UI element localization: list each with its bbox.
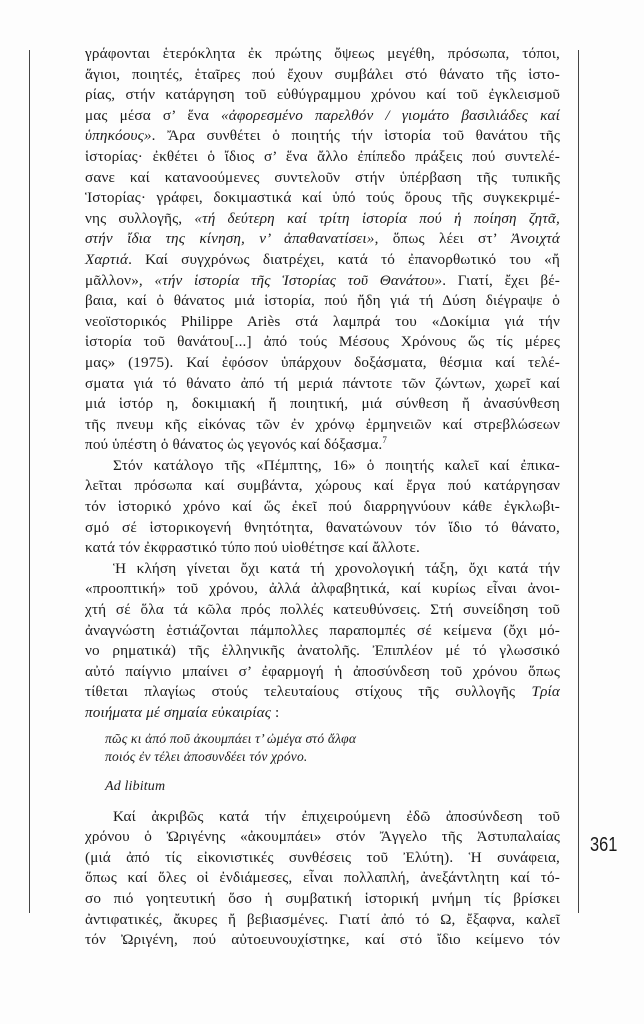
text-line <box>85 106 560 127</box>
book-title-italic: Χαρτιά <box>85 250 129 268</box>
text-run: τίθεται πλαγίως στούς τελευταίους στίχους τῆς συλλογῆς <box>85 683 532 701</box>
text-run: νης συλλογῆς, <box>85 209 195 227</box>
paragraph-2 <box>85 456 560 559</box>
text-line: βαια, καί ὁ θάνατος μιά ἱστορία, πού ἤδη γιά τή Δύση διέγραψε ὁ <box>85 292 560 310</box>
text-run: μας μέσα σ’ ἕνα <box>85 106 222 124</box>
spacer <box>85 767 560 777</box>
text-line <box>85 126 560 147</box>
text-line: ἀναγνώστη ἑστιάζονται πάμπολλες παραπομπές σέ κείμενα (ὄχι μό- <box>85 621 560 639</box>
text-line: αὐτό παίγνιο μπαίνει σ’ ἐφαρμογή ἡ ἀποσύνδεση τοῦ χρόνου ὅπως <box>85 662 560 680</box>
text-line <box>85 435 560 456</box>
text-line: κατά τόν ἐκφραστικό τύπο πού υἱοθέτησε καί ἄλλοτε. <box>85 539 420 557</box>
quotation-italic: «ἀφορεσμένο παρελθόν / γιομάτο βασιλιάδες καί <box>221 106 560 124</box>
page-number: 361 <box>590 834 618 856</box>
book-title-italic: Τρία <box>531 683 560 701</box>
text-line: σματα γιά τό θάνατο ἀπό τή μεριά πάντοτε τῶν ζώντων, χωρεῖ καί <box>85 374 560 392</box>
text-line: λεῖται πρόσωπα καί συμβάντα, χώρους καί ἔργα πού κατάργησαν <box>85 477 560 495</box>
text-run: . Γιατί, ἔχει βέ- <box>442 271 560 289</box>
footnote-reference[interactable]: 7 <box>382 435 387 446</box>
right-margin-rule <box>578 50 579 913</box>
text-line: ρίας, στήν κατάργηση τοῦ εὐθύγραμμου χρόνου καί τοῦ ἐγκλεισμοῦ <box>85 86 560 104</box>
text-line: «προοπτική» τοῦ χρόνου, ἀλλά ἀλφαβητικά, καί κυρίως εἶναι ἀνοι- <box>85 580 560 598</box>
text-line: Ἱστορίας· γράφει, δοκιμαστικά καί ὑπό τούς ὅρους τῆς συγκεκριμέ- <box>85 189 560 207</box>
text-line: μιά ἱστόρ η, δοκιμιακή ἤ ποιητική, μιά σύνθεση ἤ ἀνασύνθεση <box>85 395 560 413</box>
verse-line: ποιός ἐν τέλει ἀποσυνδέει τόν χρόνο. <box>105 749 308 765</box>
text-run: , ὅπως λέει στ’ <box>374 230 512 248</box>
section-heading: Ad libitum <box>105 778 166 794</box>
paragraph-1 <box>85 44 560 456</box>
text-line: σμό σέ ἱστορικογενή θνητότητα, θανατώνουν τόν ἴδιο τό θάνατο, <box>85 518 560 536</box>
text-line: χτή σέ ὅλα τά κῶλα πρός πολλές κατευθύνσεις. Στή συνείδηση τοῦ <box>85 601 560 619</box>
text-run: . Ἄρα συνθέτει ὁ ποιητής τήν ἱστορία τοῦ θανάτου τῆς <box>151 127 560 145</box>
text-line: χρόνου ὁ Ὠριγένης «ἀκουμπάει» στόν Ἄγγελο τῆς Ἀστυπαλαίας <box>85 828 560 846</box>
book-title-italic: Ἀνοιχτά <box>511 230 560 248</box>
quotation-italic: στήν ἴδια της κίνηση, ν’ ἀπαθανατίσει» <box>85 230 375 248</box>
text-line <box>85 250 560 271</box>
spacer <box>85 797 560 807</box>
text-line: ὅπως καί ὅλες οἱ ἐνδιάμεσες, εἶναι πολλαπλή, ἀνεξάντλητη καί τό- <box>85 869 560 887</box>
book-title-italic: ποιήματα μέ σημαία εὐκαιρίας <box>85 704 272 721</box>
text-run: πού ὑπέστη ὁ θάνατος ὡς γεγονός καί δόξασμα. <box>85 436 383 454</box>
text-line: Καί ἀκριβῶς κατά τήν ἐπιχειρούμενη ἐδῶ ἀποσύνδεση τοῦ <box>113 807 560 825</box>
text-line: μας» (1975). Καί ἐφόσον ὑπάρχουν δοξάσματα, θέσμια καί τελέ- <box>85 353 560 371</box>
text-line: ἅγιοι, ποιητές, ἑταῖρες πού ἔχουν συμβάλει στό θάνατο τῆς ἱστο- <box>85 65 560 83</box>
text-run: . Καί συγχρόνως διατρέχει, κατά τό ἐπανορθωτικό του «ἤ <box>128 250 560 268</box>
text-line: ἱστορία τοῦ θανάτου[...] ἀπό τούς Μέσους Χρόνους ὥς τίς μέρες <box>85 333 560 351</box>
text-line <box>85 209 560 230</box>
verse-line: πῶς κι ἀπό ποῦ ἀκουμπάει τ’ ὠμέγα στό ἄλφα <box>105 730 357 746</box>
text-line: γράφονται ἑτερόκλητα ἐκ πρώτης ὄψεως μεγέθη, πρόσωπα, τόποι, <box>85 45 560 62</box>
text-line <box>85 271 560 292</box>
text-line: τόν Ὠριγένη, πού αὐτοευνουχίστηκε, καί στό ἴδιο κείμενο τόν <box>85 931 560 949</box>
body-text <box>85 44 560 951</box>
text-run: μᾶλλον», <box>85 271 155 289</box>
quotation-italic: «τήν ἱστορία τῆς Ἱστορίας τοῦ Θανάτου» <box>154 271 443 289</box>
text-line <box>85 703 560 724</box>
quotation-italic: ὑπηκόους» <box>85 127 152 145</box>
text-line: σο πιό γοητευτική ὅσο ἡ συμβατική ἱστορική μνήμη τίς βρίσκει <box>85 889 560 907</box>
text-line: Ἡ κλήση γίνεται ὄχι κατά τή χρονολογική τάξη, ὄχι κατά τήν <box>113 559 560 577</box>
text-line <box>85 229 560 250</box>
text-line: ἱστορίας· ἐκθέτει ὁ ἴδιος σ’ ἕνα ἄλλο ἐπίπεδο πράξεις πού συντελέ- <box>85 147 560 165</box>
verse-quote <box>85 730 560 767</box>
text-line <box>85 682 560 703</box>
text-run: : <box>271 704 280 721</box>
quotation-italic: «τή δεύτερη καί τρίτη ἱστορία πού ἡ ποίηση ζητᾶ, <box>194 209 560 227</box>
text-line: (μιά ἀπό τίς εἰκονιστικές συνθέσεις τοῦ Ἐλύτη). Ἡ συνάφεια, <box>85 848 560 866</box>
paragraph-3 <box>85 559 560 724</box>
text-line: νο ρηματικά) τῆς ἑλληνικῆς ἀνατολῆς. Ἐπιπλέον μέ τό γλωσσικό <box>85 642 560 660</box>
text-line: τῆς πνευμ κῆς εἰκόνας τῶν ἐν χρόνῳ ἑρμηνειῶν καί στρεβλώσεων <box>85 415 560 433</box>
text-line: ἀντιφατικές, ἄκυρες ἤ βεβιασμένες. Γιατί ἀπό τό Ω, ἔξαφνα, καλεῖ <box>85 910 560 928</box>
paragraph-4 <box>85 807 560 951</box>
text-line: Στόν κατάλογο τῆς «Πέμπτης, 16» ὁ ποιητής καλεῖ καί ἐπικα- <box>113 456 560 474</box>
text-line: τόν ἱστορικό χρόνο καί ὥς ἐκεῖ πού διαρρηγνύουν κάθε ἐγκλωβι- <box>85 498 560 516</box>
text-line: σανε καί κατανοούμενες συντελοῦν στήν ὑπέρβαση τῆς τυπικῆς <box>85 168 560 186</box>
left-margin-rule <box>29 50 30 913</box>
text-line: νεοϊστορικός Philippe Ariès στά λαμπρά του «Δοκίμια γιά τήν <box>85 312 560 330</box>
